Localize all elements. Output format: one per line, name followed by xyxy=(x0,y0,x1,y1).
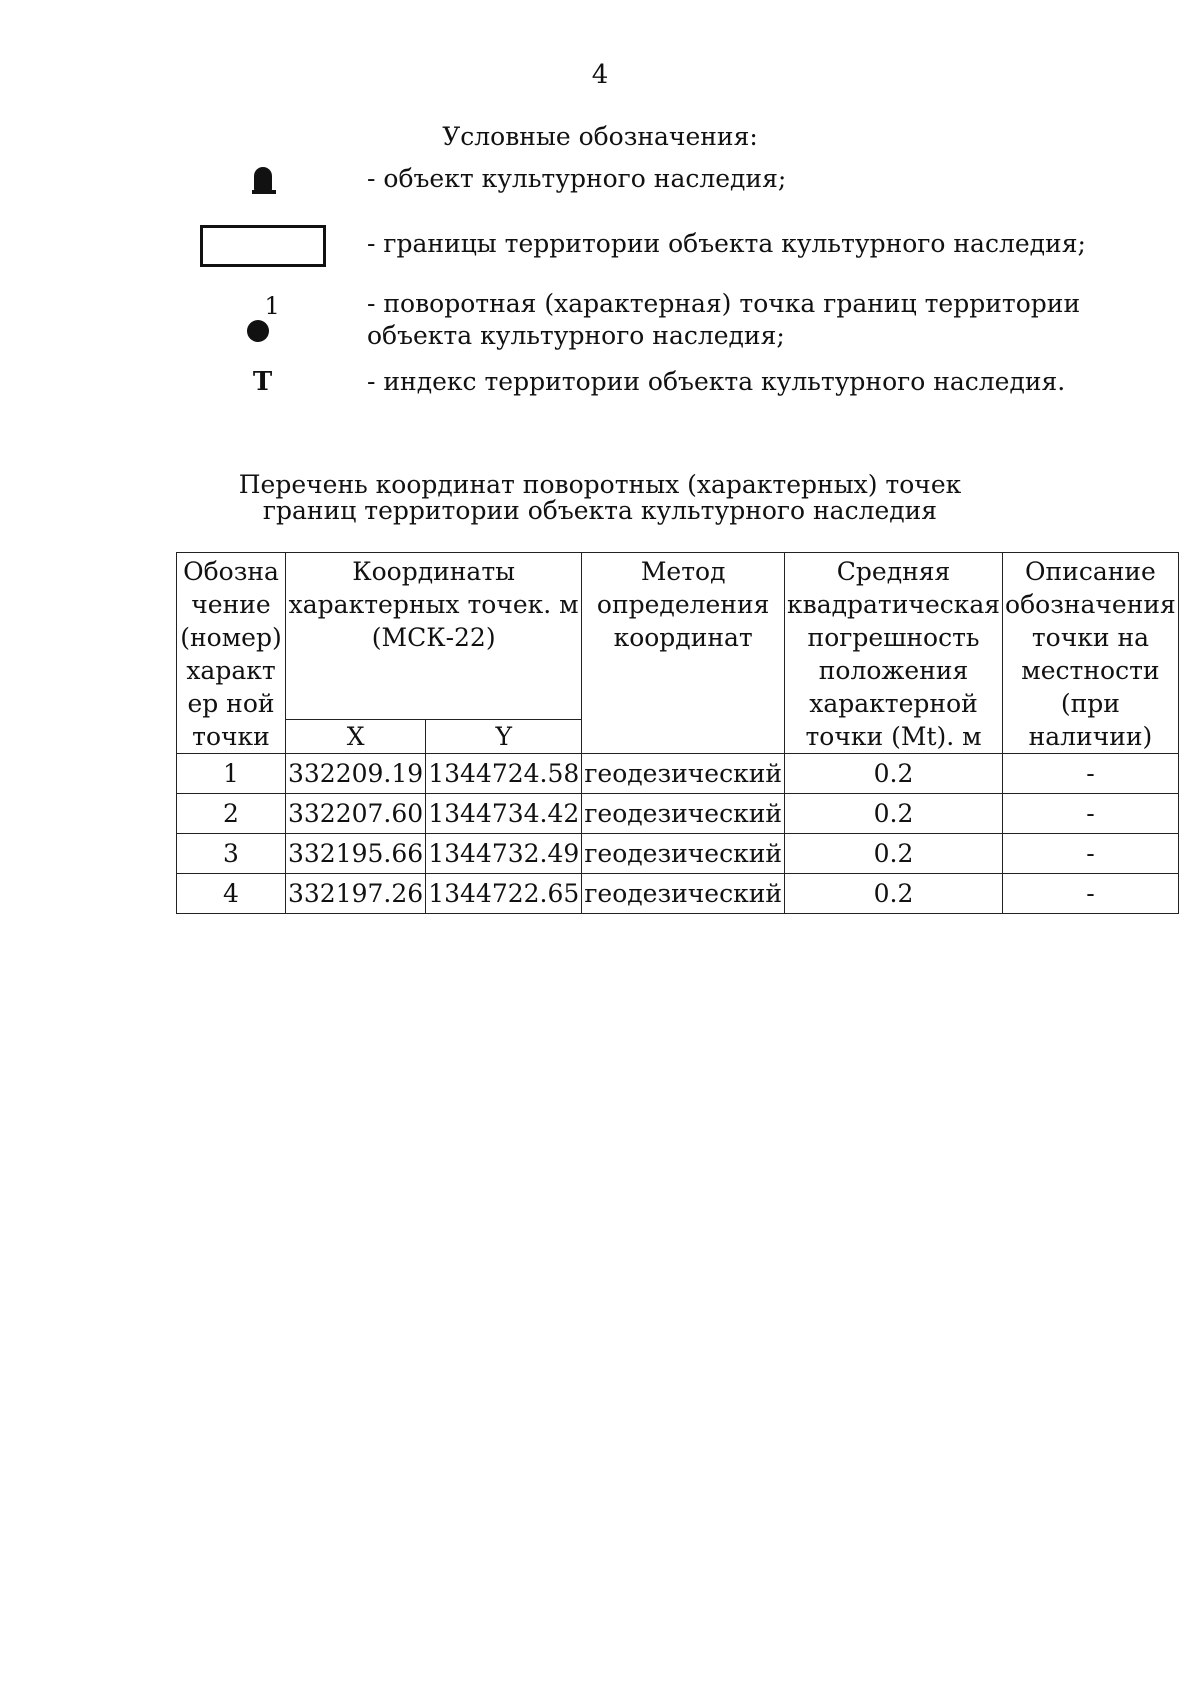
table-title xyxy=(0,472,1200,524)
cell-method: геодезический xyxy=(582,834,785,874)
cell-x: 332197.26 xyxy=(286,874,426,914)
table-row xyxy=(177,834,1179,874)
table-row xyxy=(177,754,1179,794)
cell-x: 332209.19 xyxy=(286,754,426,794)
legend-item-text: - поворотная (характерная) точка границ территории объекта культурного наследия; xyxy=(367,289,1081,350)
cell-y: 1344722.65 xyxy=(426,874,582,914)
cell-num: 1 xyxy=(177,754,286,794)
legend-symbol xyxy=(170,366,355,398)
table-title-line-1: Перечень координат поворотных (характерных) точек xyxy=(238,470,962,499)
cell-method: геодезический xyxy=(582,754,785,794)
legend-symbol xyxy=(170,292,355,346)
cell-num: 2 xyxy=(177,794,286,834)
cell-y: 1344724.58 xyxy=(426,754,582,794)
cell-method: геодезический xyxy=(582,874,785,914)
cell-error: 0.2 xyxy=(785,874,1003,914)
cell-description: - xyxy=(1003,834,1179,874)
header-coordinates: Координаты характерных точек. м (МСК-22) xyxy=(286,553,582,720)
cell-description: - xyxy=(1003,794,1179,834)
turning-point-icon xyxy=(243,292,283,344)
coordinates-table xyxy=(176,552,1179,914)
cell-x: 332207.60 xyxy=(286,794,426,834)
cell-x: 332195.66 xyxy=(286,834,426,874)
cell-y: 1344732.49 xyxy=(426,834,582,874)
legend-title: Условные обозначения: xyxy=(442,122,758,151)
legend-item-text: - объект культурного наследия; xyxy=(367,164,787,193)
legend-item-text: - границы территории объекта культурного наследия; xyxy=(367,229,1086,258)
cell-num: 3 xyxy=(177,834,286,874)
cell-num: 4 xyxy=(177,874,286,914)
header-description: Описание обозначения точки на местности (при наличии) xyxy=(1003,553,1179,754)
table-header-row xyxy=(177,553,1179,720)
header-y: Y xyxy=(426,720,582,754)
header-method: Метод определения координат xyxy=(582,553,785,754)
cell-error: 0.2 xyxy=(785,834,1003,874)
legend-item-text: - индекс территории объекта культурного наследия. xyxy=(367,367,1066,396)
point-number: 1 xyxy=(264,292,280,320)
territory-index-icon: Т xyxy=(252,367,273,397)
page-number: 4 xyxy=(591,60,609,90)
table-title-line-2: границ территории объекта культурного наследия xyxy=(262,496,938,525)
cell-description: - xyxy=(1003,874,1179,914)
cell-method: геодезический xyxy=(582,794,785,834)
cell-error: 0.2 xyxy=(785,754,1003,794)
cell-description: - xyxy=(1003,754,1179,794)
cell-y: 1344734.42 xyxy=(426,794,582,834)
header-x: X xyxy=(286,720,426,754)
cell-error: 0.2 xyxy=(785,794,1003,834)
table-row xyxy=(177,794,1179,834)
legend-symbol xyxy=(170,163,355,195)
monument-icon xyxy=(254,167,272,191)
point-dot xyxy=(247,320,269,342)
table-row xyxy=(177,874,1179,914)
legend-symbol xyxy=(170,222,355,270)
boundary-rectangle-icon xyxy=(200,225,326,267)
header-designation: Обозна чение (номер) характер ной точки xyxy=(177,553,286,754)
header-error: Средняя квадратическая погрешность положения характерной точки (Mt). м xyxy=(785,553,1003,754)
